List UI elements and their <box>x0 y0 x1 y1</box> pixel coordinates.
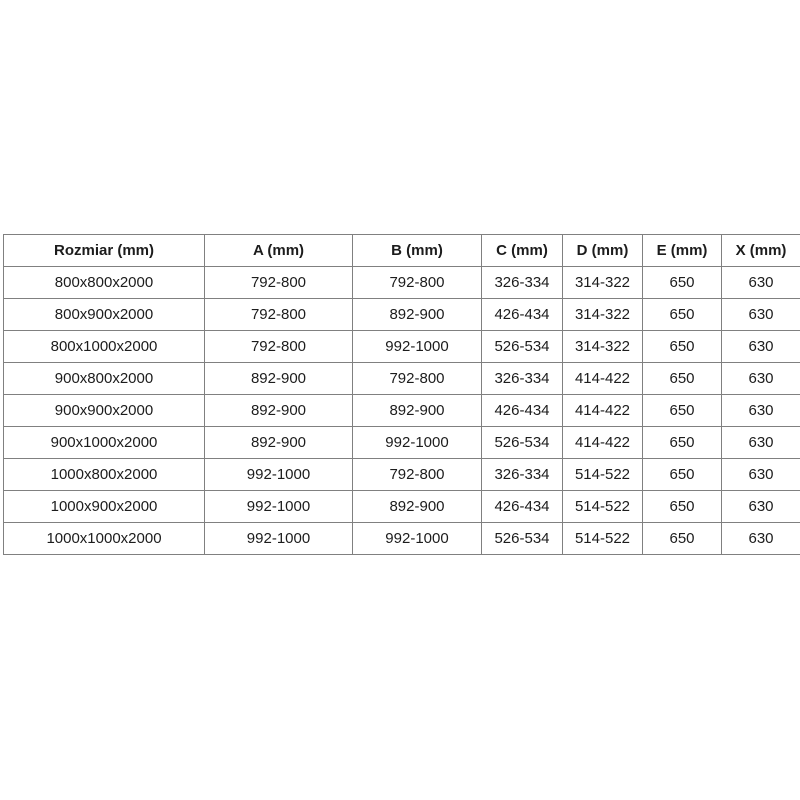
table-row <box>4 267 800 299</box>
column-header: A (mm) <box>205 235 353 267</box>
table-cell: 650 <box>643 299 722 331</box>
table-cell: 314-322 <box>563 299 643 331</box>
table-cell: 900x800x2000 <box>4 363 205 395</box>
table-cell: 426-434 <box>482 491 563 523</box>
table-row <box>4 299 800 331</box>
table-cell: 892-900 <box>353 395 482 427</box>
table-cell: 800x900x2000 <box>4 299 205 331</box>
column-header: Rozmiar (mm) <box>4 235 205 267</box>
table-cell: 650 <box>643 267 722 299</box>
table-cell: 630 <box>722 427 800 459</box>
table-cell: 900x900x2000 <box>4 395 205 427</box>
column-header: C (mm) <box>482 235 563 267</box>
table-cell: 414-422 <box>563 363 643 395</box>
column-header: D (mm) <box>563 235 643 267</box>
table-cell: 526-534 <box>482 331 563 363</box>
table-row <box>4 363 800 395</box>
table-row <box>4 523 800 555</box>
table-cell: 1000x800x2000 <box>4 459 205 491</box>
column-header: E (mm) <box>643 235 722 267</box>
table-cell: 650 <box>643 523 722 555</box>
table-cell: 892-900 <box>205 427 353 459</box>
table-cell: 892-900 <box>205 395 353 427</box>
table-cell: 892-900 <box>353 299 482 331</box>
table-row <box>4 491 800 523</box>
table-cell: 630 <box>722 523 800 555</box>
table-cell: 414-422 <box>563 427 643 459</box>
table-cell: 650 <box>643 491 722 523</box>
table-cell: 900x1000x2000 <box>4 427 205 459</box>
table-cell: 892-900 <box>205 363 353 395</box>
table-cell: 800x1000x2000 <box>4 331 205 363</box>
column-header: B (mm) <box>353 235 482 267</box>
column-header: X (mm) <box>722 235 800 267</box>
table-cell: 650 <box>643 395 722 427</box>
table-cell: 792-800 <box>205 331 353 363</box>
table-cell: 792-800 <box>353 459 482 491</box>
table-cell: 892-900 <box>353 491 482 523</box>
table-cell: 992-1000 <box>353 331 482 363</box>
table-row <box>4 395 800 427</box>
table-cell: 514-522 <box>563 459 643 491</box>
table-cell: 992-1000 <box>353 427 482 459</box>
table-cell: 414-422 <box>563 395 643 427</box>
table-cell: 326-334 <box>482 267 563 299</box>
table-cell: 526-534 <box>482 427 563 459</box>
table-cell: 650 <box>643 459 722 491</box>
table-cell: 1000x1000x2000 <box>4 523 205 555</box>
table-cell: 992-1000 <box>353 523 482 555</box>
table-cell: 992-1000 <box>205 523 353 555</box>
table-cell: 514-522 <box>563 523 643 555</box>
table-cell: 1000x900x2000 <box>4 491 205 523</box>
table-cell: 514-522 <box>563 491 643 523</box>
table-cell: 792-800 <box>205 267 353 299</box>
table-cell: 630 <box>722 395 800 427</box>
table-cell: 630 <box>722 363 800 395</box>
table-cell: 650 <box>643 331 722 363</box>
table-cell: 526-534 <box>482 523 563 555</box>
table-cell: 792-800 <box>353 267 482 299</box>
table-cell: 326-334 <box>482 363 563 395</box>
table-cell: 326-334 <box>482 459 563 491</box>
table-body <box>4 267 800 555</box>
table-cell: 426-434 <box>482 299 563 331</box>
table-cell: 792-800 <box>205 299 353 331</box>
table-cell: 314-322 <box>563 331 643 363</box>
table-cell: 792-800 <box>353 363 482 395</box>
table-cell: 630 <box>722 459 800 491</box>
table-row <box>4 459 800 491</box>
table-cell: 630 <box>722 267 800 299</box>
table-row <box>4 331 800 363</box>
table-cell: 630 <box>722 299 800 331</box>
table-row <box>4 427 800 459</box>
table-cell: 630 <box>722 491 800 523</box>
table-cell: 426-434 <box>482 395 563 427</box>
table-cell: 314-322 <box>563 267 643 299</box>
table-cell: 650 <box>643 363 722 395</box>
table-cell: 630 <box>722 331 800 363</box>
size-spec-table <box>3 234 800 555</box>
table-cell: 800x800x2000 <box>4 267 205 299</box>
table-header-row <box>4 235 800 267</box>
table-cell: 992-1000 <box>205 491 353 523</box>
table-cell: 992-1000 <box>205 459 353 491</box>
table-cell: 650 <box>643 427 722 459</box>
